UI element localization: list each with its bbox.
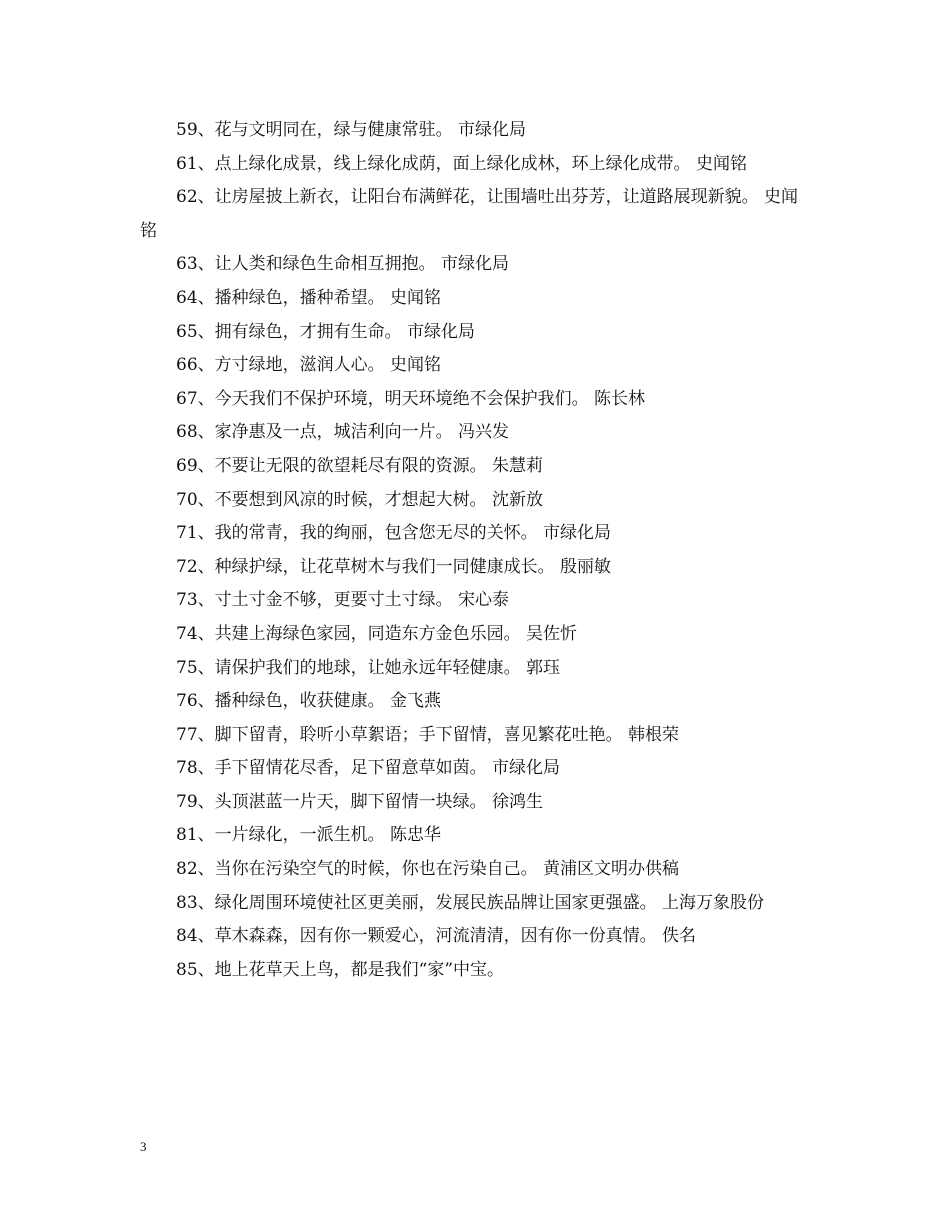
paragraph: 63、让人类和绿色生命相互拥抱。 市绿化局 — [176, 254, 510, 275]
paragraph: 74、共建上海绿色家园，同造东方金色乐园。 吴佐忻 — [176, 623, 578, 644]
paragraph: 62、让房屋披上新衣，让阳台布满鲜花，让围墙吐出芬芳，让道路展现新貌。 史闻铭 — [140, 187, 799, 241]
paragraph: 72、种绿护绿，让花草树木与我们一同健康成长。 殷丽敏 — [176, 556, 612, 577]
paragraph: 71、我的常青，我的绚丽，包含您无尽的关怀。 市绿化局 — [176, 523, 612, 544]
paragraph: 75、请保护我们的地球，让她永远年轻健康。 郭珏 — [176, 657, 561, 678]
paragraph: 84、草木森森，因有你一颗爱心，河流清清，因有你一份真情。 佚名 — [176, 926, 697, 947]
paragraph: 65、拥有绿色，才拥有生命。 市绿化局 — [176, 321, 476, 342]
paragraph: 69、不要让无限的欲望耗尽有限的资源。 朱慧莉 — [176, 455, 544, 476]
page-number: 3 — [140, 1139, 147, 1154]
paragraph: 64、播种绿色，播种希望。 史闻铭 — [176, 287, 442, 308]
paragraph: 78、手下留情花尽香，足下留意草如茵。 市绿化局 — [176, 758, 561, 779]
paragraph: 67、今天我们不保护环境，明天环境绝不会保护我们。 陈长林 — [176, 388, 646, 409]
paragraph: 79、头顶湛蓝一片天，脚下留情一块绿。 徐鸿生 — [176, 791, 544, 812]
paragraph: 77、脚下留青，聆听小草絮语；手下留情，喜见繁花吐艳。 韩根荣 — [176, 724, 680, 745]
paragraph: 66、方寸绿地，滋润人心。 史闻铭 — [176, 355, 442, 376]
paragraph: 73、寸土寸金不够，更要寸土寸绿。 宋心泰 — [176, 590, 510, 611]
paragraph: 76、播种绿色，收获健康。 金飞燕 — [176, 691, 442, 712]
paragraph: 61、点上绿化成景，线上绿化成荫，面上绿化成林，环上绿化成带。 史闻铭 — [176, 153, 748, 174]
paragraph: 81、一片绿化，一派生机。 陈忠华 — [176, 825, 442, 846]
paragraph: 83、绿化周围环境使社区更美丽，发展民族品牌让国家更强盛。 上海万象股份 — [176, 892, 765, 913]
paragraph: 59、花与文明同在，绿与健康常驻。 市绿化局 — [176, 120, 527, 140]
paragraph: 70、不要想到风凉的时候，才想起大树。 沈新放 — [176, 489, 544, 510]
paragraph: 85、地上花草天上鸟，都是我们“家”中宝。 — [176, 959, 505, 980]
slogan-list — [140, 114, 812, 987]
paragraph: 82、当你在污染空气的时候，你也在污染自己。 黄浦区文明办供稿 — [176, 859, 680, 880]
paragraph: 68、家净惠及一点，城洁利向一片。 冯兴发 — [176, 422, 510, 443]
